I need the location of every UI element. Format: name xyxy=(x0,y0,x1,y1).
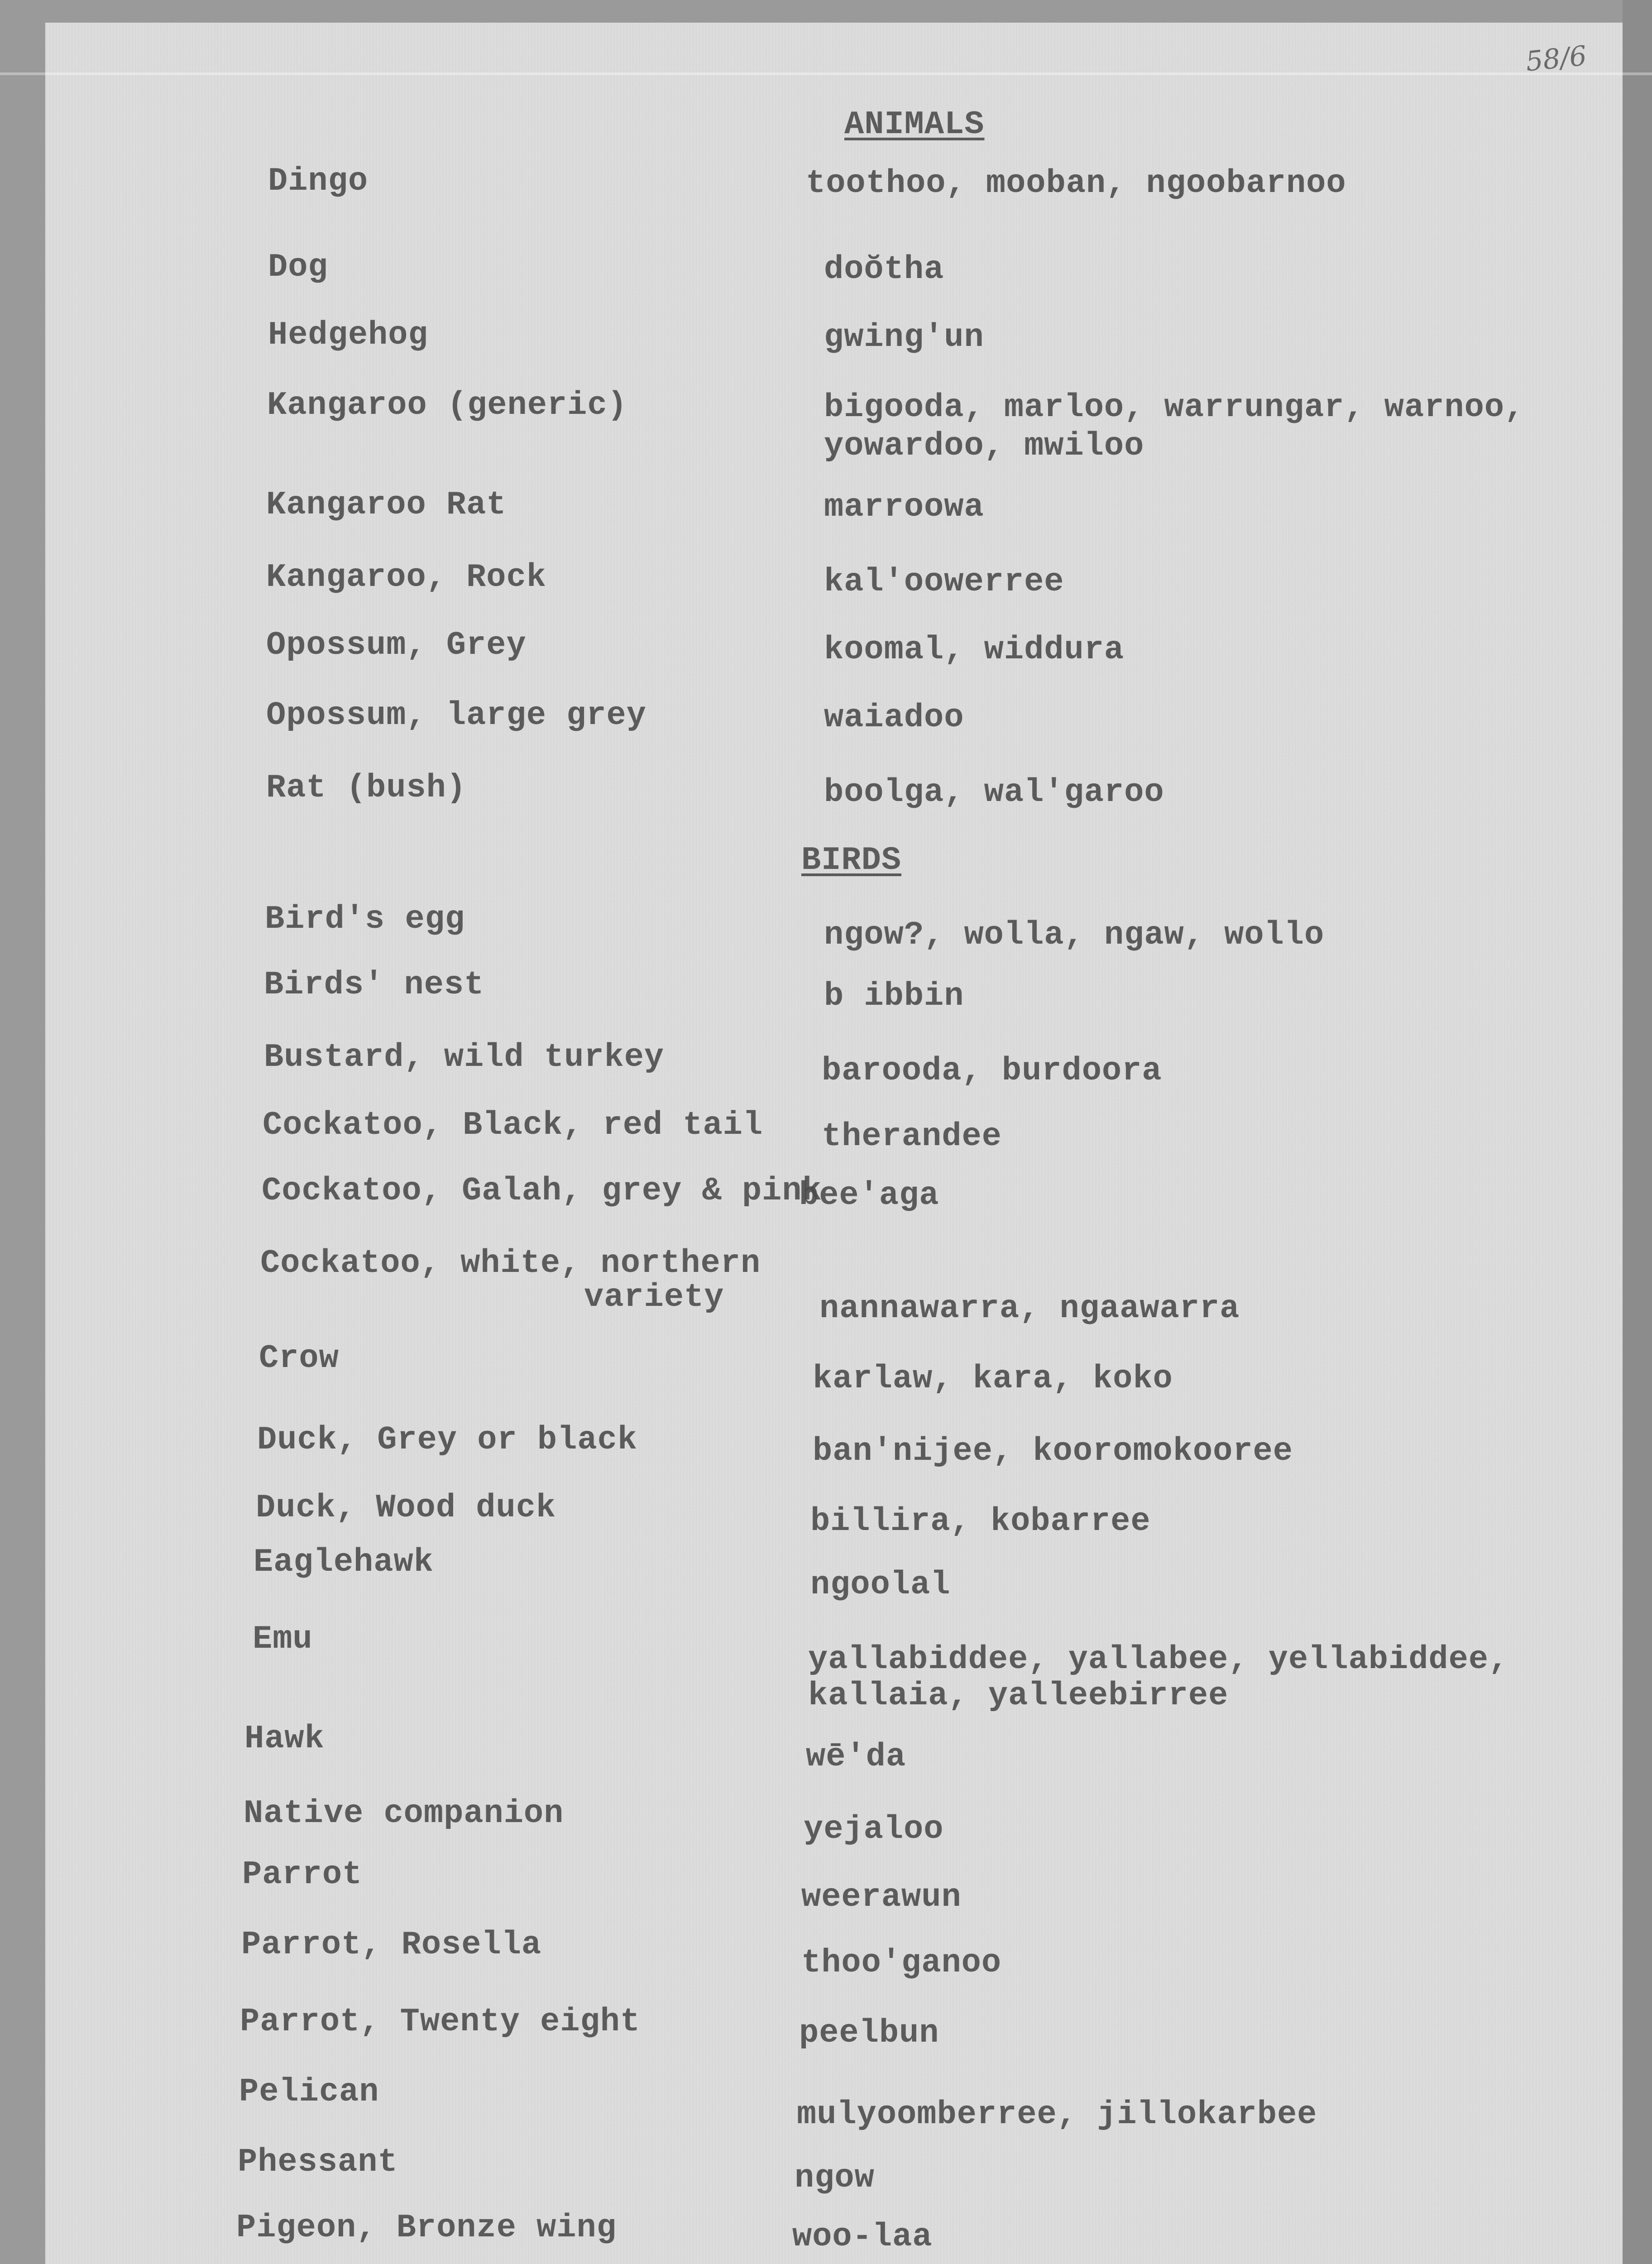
entry-english: Kangaroo Rat xyxy=(266,486,507,523)
entry-native: ngoolal xyxy=(810,1566,951,1603)
entry-english: Cockatoo, Black, red tail xyxy=(263,1107,763,1144)
entry-english: Crow xyxy=(259,1340,339,1377)
entry-native: marroowa xyxy=(824,489,984,526)
entry-native: weerawun xyxy=(801,1879,962,1916)
entry-native: toothoo, mooban, ngoobarnoo xyxy=(806,165,1346,202)
entry-native: gwing'un xyxy=(824,319,984,356)
entry-native: nannawarra, ngaawarra xyxy=(819,1290,1240,1327)
entry-native: karlaw, kara, koko xyxy=(813,1360,1173,1397)
entry-english: Duck, Wood duck xyxy=(256,1489,556,1526)
entry-native: billira, kobarree xyxy=(810,1503,1151,1540)
entry-english: Pelican xyxy=(239,2073,379,2111)
entry-native: thoo'ganoo xyxy=(801,1944,1002,1981)
entry-native: woo-laa xyxy=(792,2218,933,2255)
entry-english: Opossum, large grey xyxy=(266,697,646,734)
entry-native: ngow xyxy=(795,2159,875,2197)
entry-native: therandee xyxy=(822,1118,1002,1155)
entry-native-continued: yowardoo, mwiloo xyxy=(824,427,1144,465)
entry-english: Eaglehawk xyxy=(254,1544,434,1581)
entry-english: Native companion xyxy=(244,1795,564,1832)
entry-english: Bustard, wild turkey xyxy=(264,1039,665,1076)
entry-native: ngow?, wolla, ngaw, wollo xyxy=(824,916,1325,954)
entry-native: yallabiddee, yallabee, yellabiddee, xyxy=(808,1641,1509,1678)
entry-native: bee'aga xyxy=(799,1177,939,1214)
entry-english: Dingo xyxy=(268,163,369,200)
entry-english: Hedgehog xyxy=(268,317,428,354)
entry-native: doŏtha xyxy=(824,251,944,288)
entry-native: koomal, widdura xyxy=(824,631,1125,668)
entry-native: b ibbin xyxy=(824,978,964,1015)
entry-native-continued: kallaia, yalleebirree xyxy=(808,1677,1229,1714)
entry-english: Rat (bush) xyxy=(266,769,467,806)
entry-english: Phessant xyxy=(238,2144,398,2181)
entry-native: ban'nijee, kooromokooree xyxy=(813,1433,1293,1470)
entry-english: Hawk xyxy=(244,1720,325,1757)
entry-english: Cockatoo, Galah, grey & pink xyxy=(262,1172,822,1209)
entry-native: barooda, burdoora xyxy=(822,1052,1162,1089)
entry-english: Pigeon, Bronze wing xyxy=(236,2209,617,2246)
entry-english: Emu xyxy=(253,1621,313,1658)
folio-number: 58/6 xyxy=(1524,40,1589,78)
section-heading-animals: ANIMALS xyxy=(844,106,985,143)
scan-border xyxy=(1623,0,1652,2264)
entry-english: Parrot, Twenty eight xyxy=(240,2003,641,2040)
entry-english: Bird's egg xyxy=(265,901,465,938)
entry-english: Parrot xyxy=(242,1856,363,1893)
entry-english: Parrot, Rosella xyxy=(241,1926,542,1963)
entry-native: waiadoo xyxy=(824,699,964,736)
entry-native: wē'da xyxy=(806,1738,906,1775)
entry-english: Cockatoo, white, northern xyxy=(260,1245,761,1282)
entry-english: Opossum, Grey xyxy=(266,627,527,664)
entry-english: Duck, Grey or black xyxy=(257,1421,637,1458)
entry-native: bigooda, marloo, warrungar, warnoo, xyxy=(824,389,1525,426)
section-heading-birds: BIRDS xyxy=(801,842,902,879)
entry-native: yejaloo xyxy=(804,1811,944,1848)
entry-english: Kangaroo (generic) xyxy=(267,387,627,424)
entry-english: Dog xyxy=(268,249,328,286)
entry-english-continued: variety xyxy=(584,1279,724,1316)
entry-native: peelbun xyxy=(799,2015,939,2052)
entry-english: Birds' nest xyxy=(264,966,484,1003)
entry-native: kal'oowerree xyxy=(824,563,1064,600)
entry-english: Kangaroo, Rock xyxy=(266,559,546,596)
entry-native: boolga, wal'garoo xyxy=(824,774,1164,811)
scan-artifact-line xyxy=(0,72,1652,75)
entry-native: mulyoomberree, jillokarbee xyxy=(797,2096,1317,2133)
